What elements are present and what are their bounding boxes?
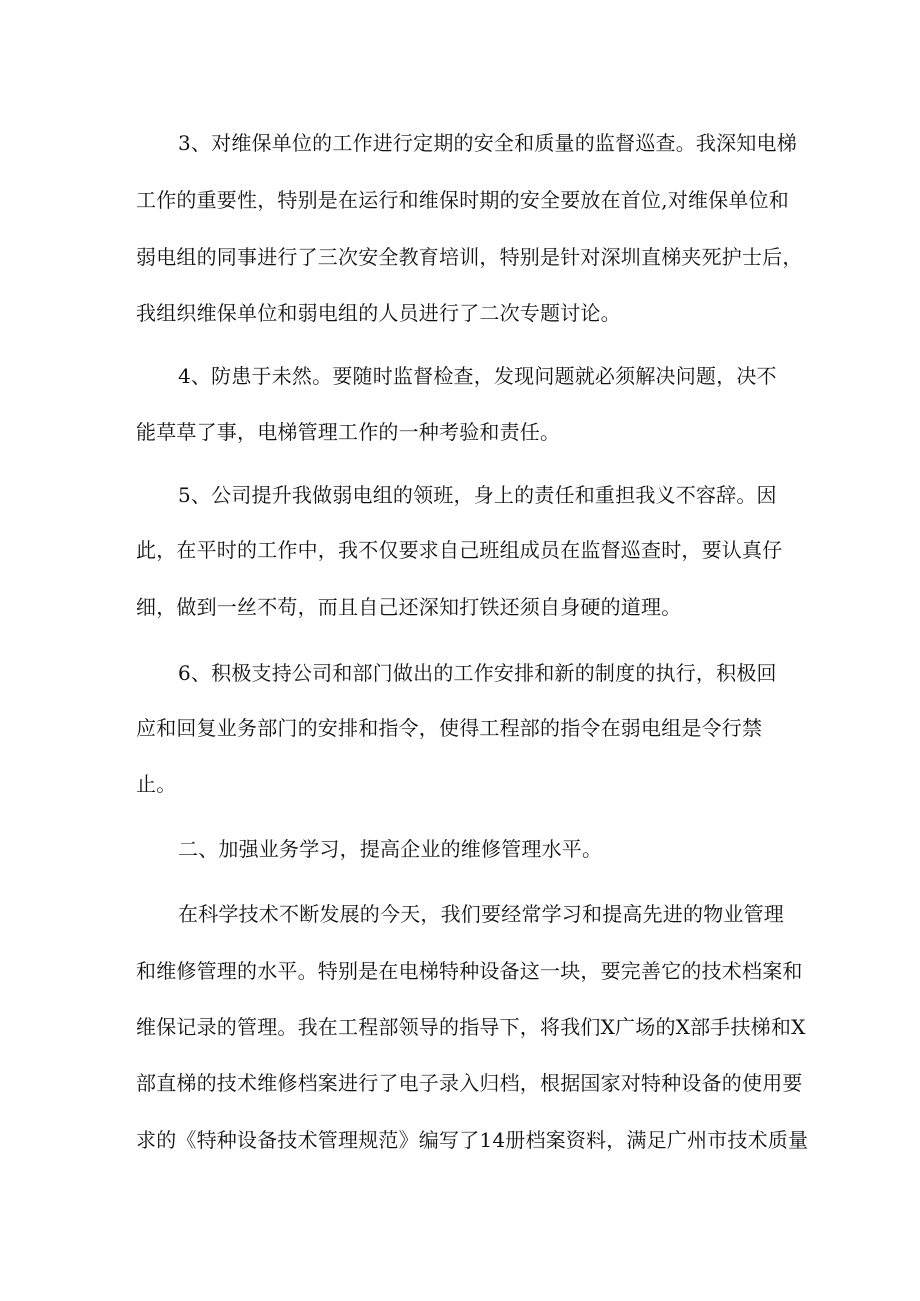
paragraph-5-line-2: 此，在平时的工作中，我不仅要求自己班组成员在监督巡查时，要认真仔 bbox=[136, 538, 783, 562]
section-heading: 二、加强业务学习，提高企业的维修管理水平。 bbox=[178, 837, 603, 861]
paragraph-3-line-2: 工作的重要性，特别是在运行和维保时期的安全要放在首位,对维保单位和 bbox=[136, 188, 789, 212]
paragraph-body-line-2: 和维修管理的水平。特别是在电梯特种设备这一块，要完善它的技术档案和 bbox=[136, 959, 803, 983]
paragraph-3-line-3: 弱电组的同事进行了三次安全教育培训，特别是针对深圳直梯夹死护士后， bbox=[136, 245, 803, 269]
paragraph-3-line-1: 3、对维保单位的工作进行定期的安全和质量的监督巡查。我深知电梯 bbox=[178, 131, 797, 155]
paragraph-4-line-1: 4、防患于未然。要随时监督检查，发现问题就必须解决问题，决不 bbox=[178, 364, 777, 388]
paragraph-body-line-1: 在科学技术不断发展的今天，我们要经常学习和提高先进的物业管理 bbox=[178, 902, 784, 926]
paragraph-body-line-5: 求的《特种设备技术管理规范》编写了14册档案资料，满足广州市技术质量 bbox=[136, 1128, 809, 1152]
paragraph-5-line-3: 细，做到一丝不苟，而且自己还深知打铁还须自身硬的道理。 bbox=[136, 595, 682, 619]
paragraph-body-line-4: 部直梯的技术维修档案进行了电子录入归档，根据国家对特种设备的使用要 bbox=[136, 1071, 803, 1095]
paragraph-5-line-1: 5、公司提升我做弱电组的领班，身上的责任和重担我义不容辞。因 bbox=[178, 483, 777, 507]
paragraph-3-line-4: 我组织维保单位和弱电组的人员进行了二次专题讨论。 bbox=[136, 301, 621, 325]
paragraph-6-line-2: 应和回复业务部门的安排和指令，使得工程部的指令在弱电组是令行禁 bbox=[136, 716, 763, 740]
paragraph-6-line-1: 6、积极支持公司和部门做出的工作安排和新的制度的执行，积极回 bbox=[178, 661, 777, 685]
paragraph-body-line-3: 维保记录的管理。我在工程部领导的指导下，将我们X广场的X部手扶梯和X bbox=[136, 1015, 806, 1039]
paragraph-4-line-2: 能草草了事，电梯管理工作的一种考验和责任。 bbox=[136, 420, 561, 444]
paragraph-6-line-3: 止。 bbox=[136, 772, 177, 796]
